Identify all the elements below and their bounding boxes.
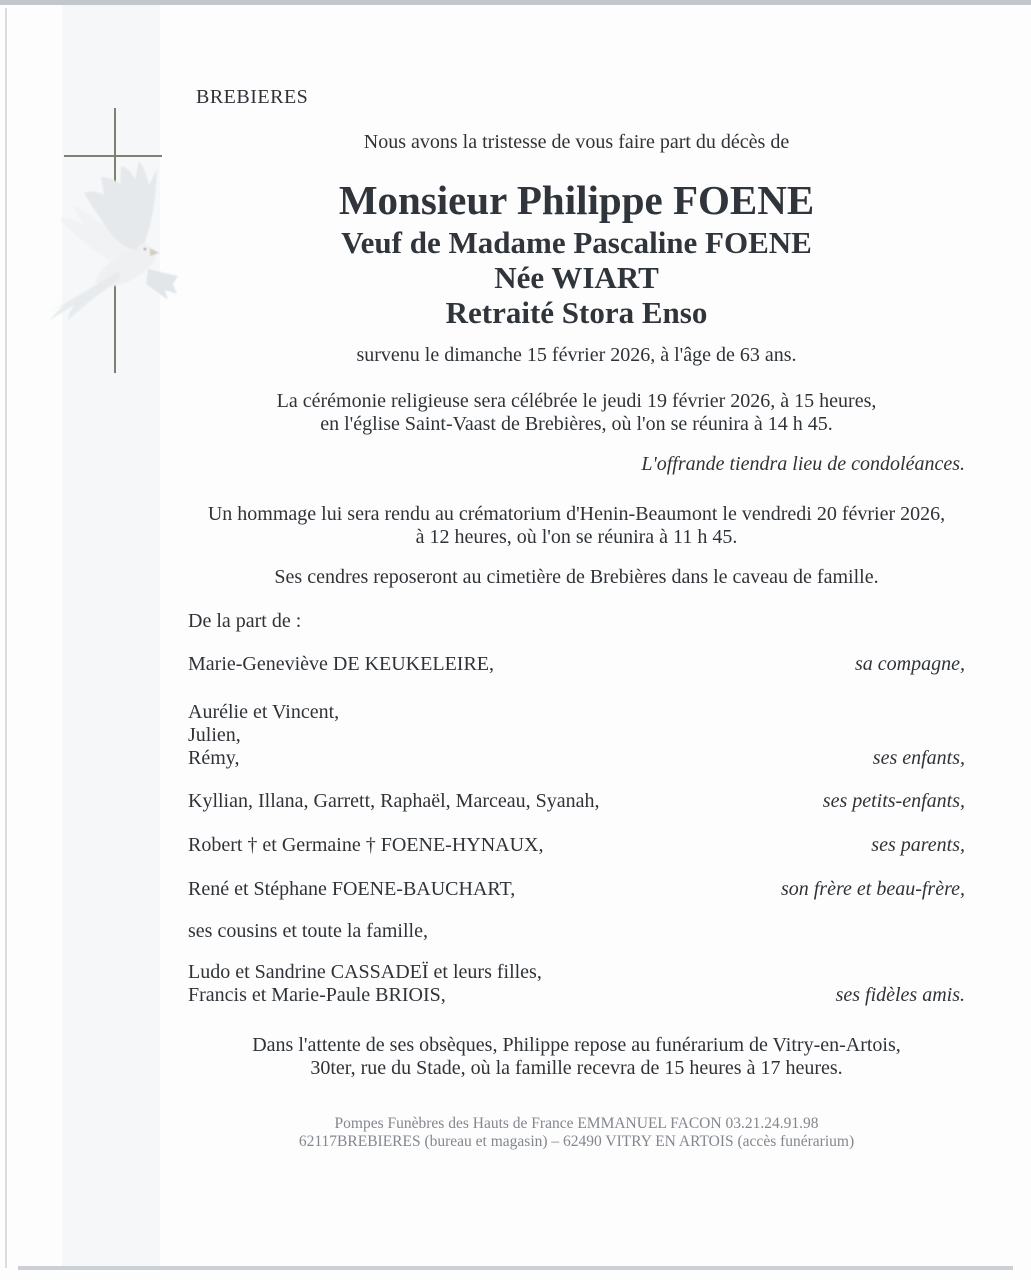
ceremony-line-1: La cérémonie religieuse sera célébrée le jeudi 19 février 2026, à 15 heures, [276,390,877,412]
family-names: Julien, [188,724,241,746]
death-date-line: survenu le dimanche 15 février 2026, à l'âge de 63 ans. [356,344,797,366]
family-relation: ses enfants, [872,747,965,769]
family-relation: son frère et beau-frère, [780,878,965,900]
family-relation: sa compagne, [855,653,965,675]
family-row [188,920,965,943]
family-relation: ses parents, [871,834,965,856]
family-row [188,701,965,770]
family-names: Aurélie et Vincent, [188,701,340,723]
family-row [188,834,965,857]
family-relation: ses petits-enfants, [822,790,965,812]
occupation-line: Retraité Stora Enso [445,295,708,330]
dove-icon [40,153,180,323]
maiden-name-line: Née WIART [494,260,659,295]
repose-paragraph [188,1034,965,1080]
ceremony-paragraph [188,390,965,436]
funeral-home-footer [188,1115,965,1151]
family-names: Robert † et Germaine † FOENE-HYNAUX, [188,834,544,856]
widower-line: Veuf de Madame Pascaline FOENE [341,225,812,260]
family-list [188,653,965,1007]
family-names: Kyllian, Illana, Garrett, Raphaël, Marceau, Syanah, [188,790,600,812]
family-names: Francis et Marie-Paule BRIOIS, [188,984,446,1006]
intro-line: Nous avons la tristesse de vous faire part du décès de [363,131,790,153]
scan-bottom-edge [18,1266,1013,1270]
notice-content [188,86,965,1151]
family-row [188,961,965,1007]
footer-line-1: Pompes Funèbres des Hauts de France EMMANUEL FACON 03.21.24.91.98 [334,1115,819,1132]
family-names: ses cousins et toute la famille, [188,920,428,942]
ceremony-line-2: en l'église Saint-Vaast de Brebières, où l'on se réunira à 14 h 45. [320,413,833,435]
family-relation: ses fidèles amis. [835,984,965,1006]
family-names: Ludo et Sandrine CASSADEÏ et leurs filles, [188,961,542,983]
tribute-paragraph [188,503,965,549]
town-name: BREBIERES [196,86,309,108]
family-row [188,878,965,901]
scan-left-edge [5,8,7,1268]
family-names: René et Stéphane FOENE-BAUCHART, [188,878,516,900]
ashes-line: Ses cendres reposeront au cimetière de Brebières dans le caveau de famille. [274,566,879,588]
offering-line: L'offrande tiendra lieu de condoléances. [641,453,965,475]
family-row [188,653,965,676]
footer-line-2: 62117BREBIERES (bureau et magasin) – 62490 VITRY EN ARTOIS (accès funérarium) [298,1133,855,1150]
tribute-line-2: à 12 heures, où l'on se réunira à 11 h 45. [415,526,738,548]
family-row [188,790,965,813]
tribute-line-1: Un hommage lui sera rendu au crématorium d'Henin-Beaumont le vendredi 20 février 2026, [207,503,946,525]
family-names: Marie-Geneviève DE KEUKELEIRE, [188,653,494,675]
repose-line-1: Dans l'attente de ses obsèques, Philippe repose au funérarium de Vitry-en-Artois, [252,1034,901,1056]
repose-line-2: 30ter, rue du Stade, où la famille recevra de 15 heures à 17 heures. [310,1057,843,1079]
family-names: Rémy, [188,747,240,769]
from-label: De la part de : [188,610,302,632]
deceased-name: Monsieur Philippe FOENE [338,177,815,223]
